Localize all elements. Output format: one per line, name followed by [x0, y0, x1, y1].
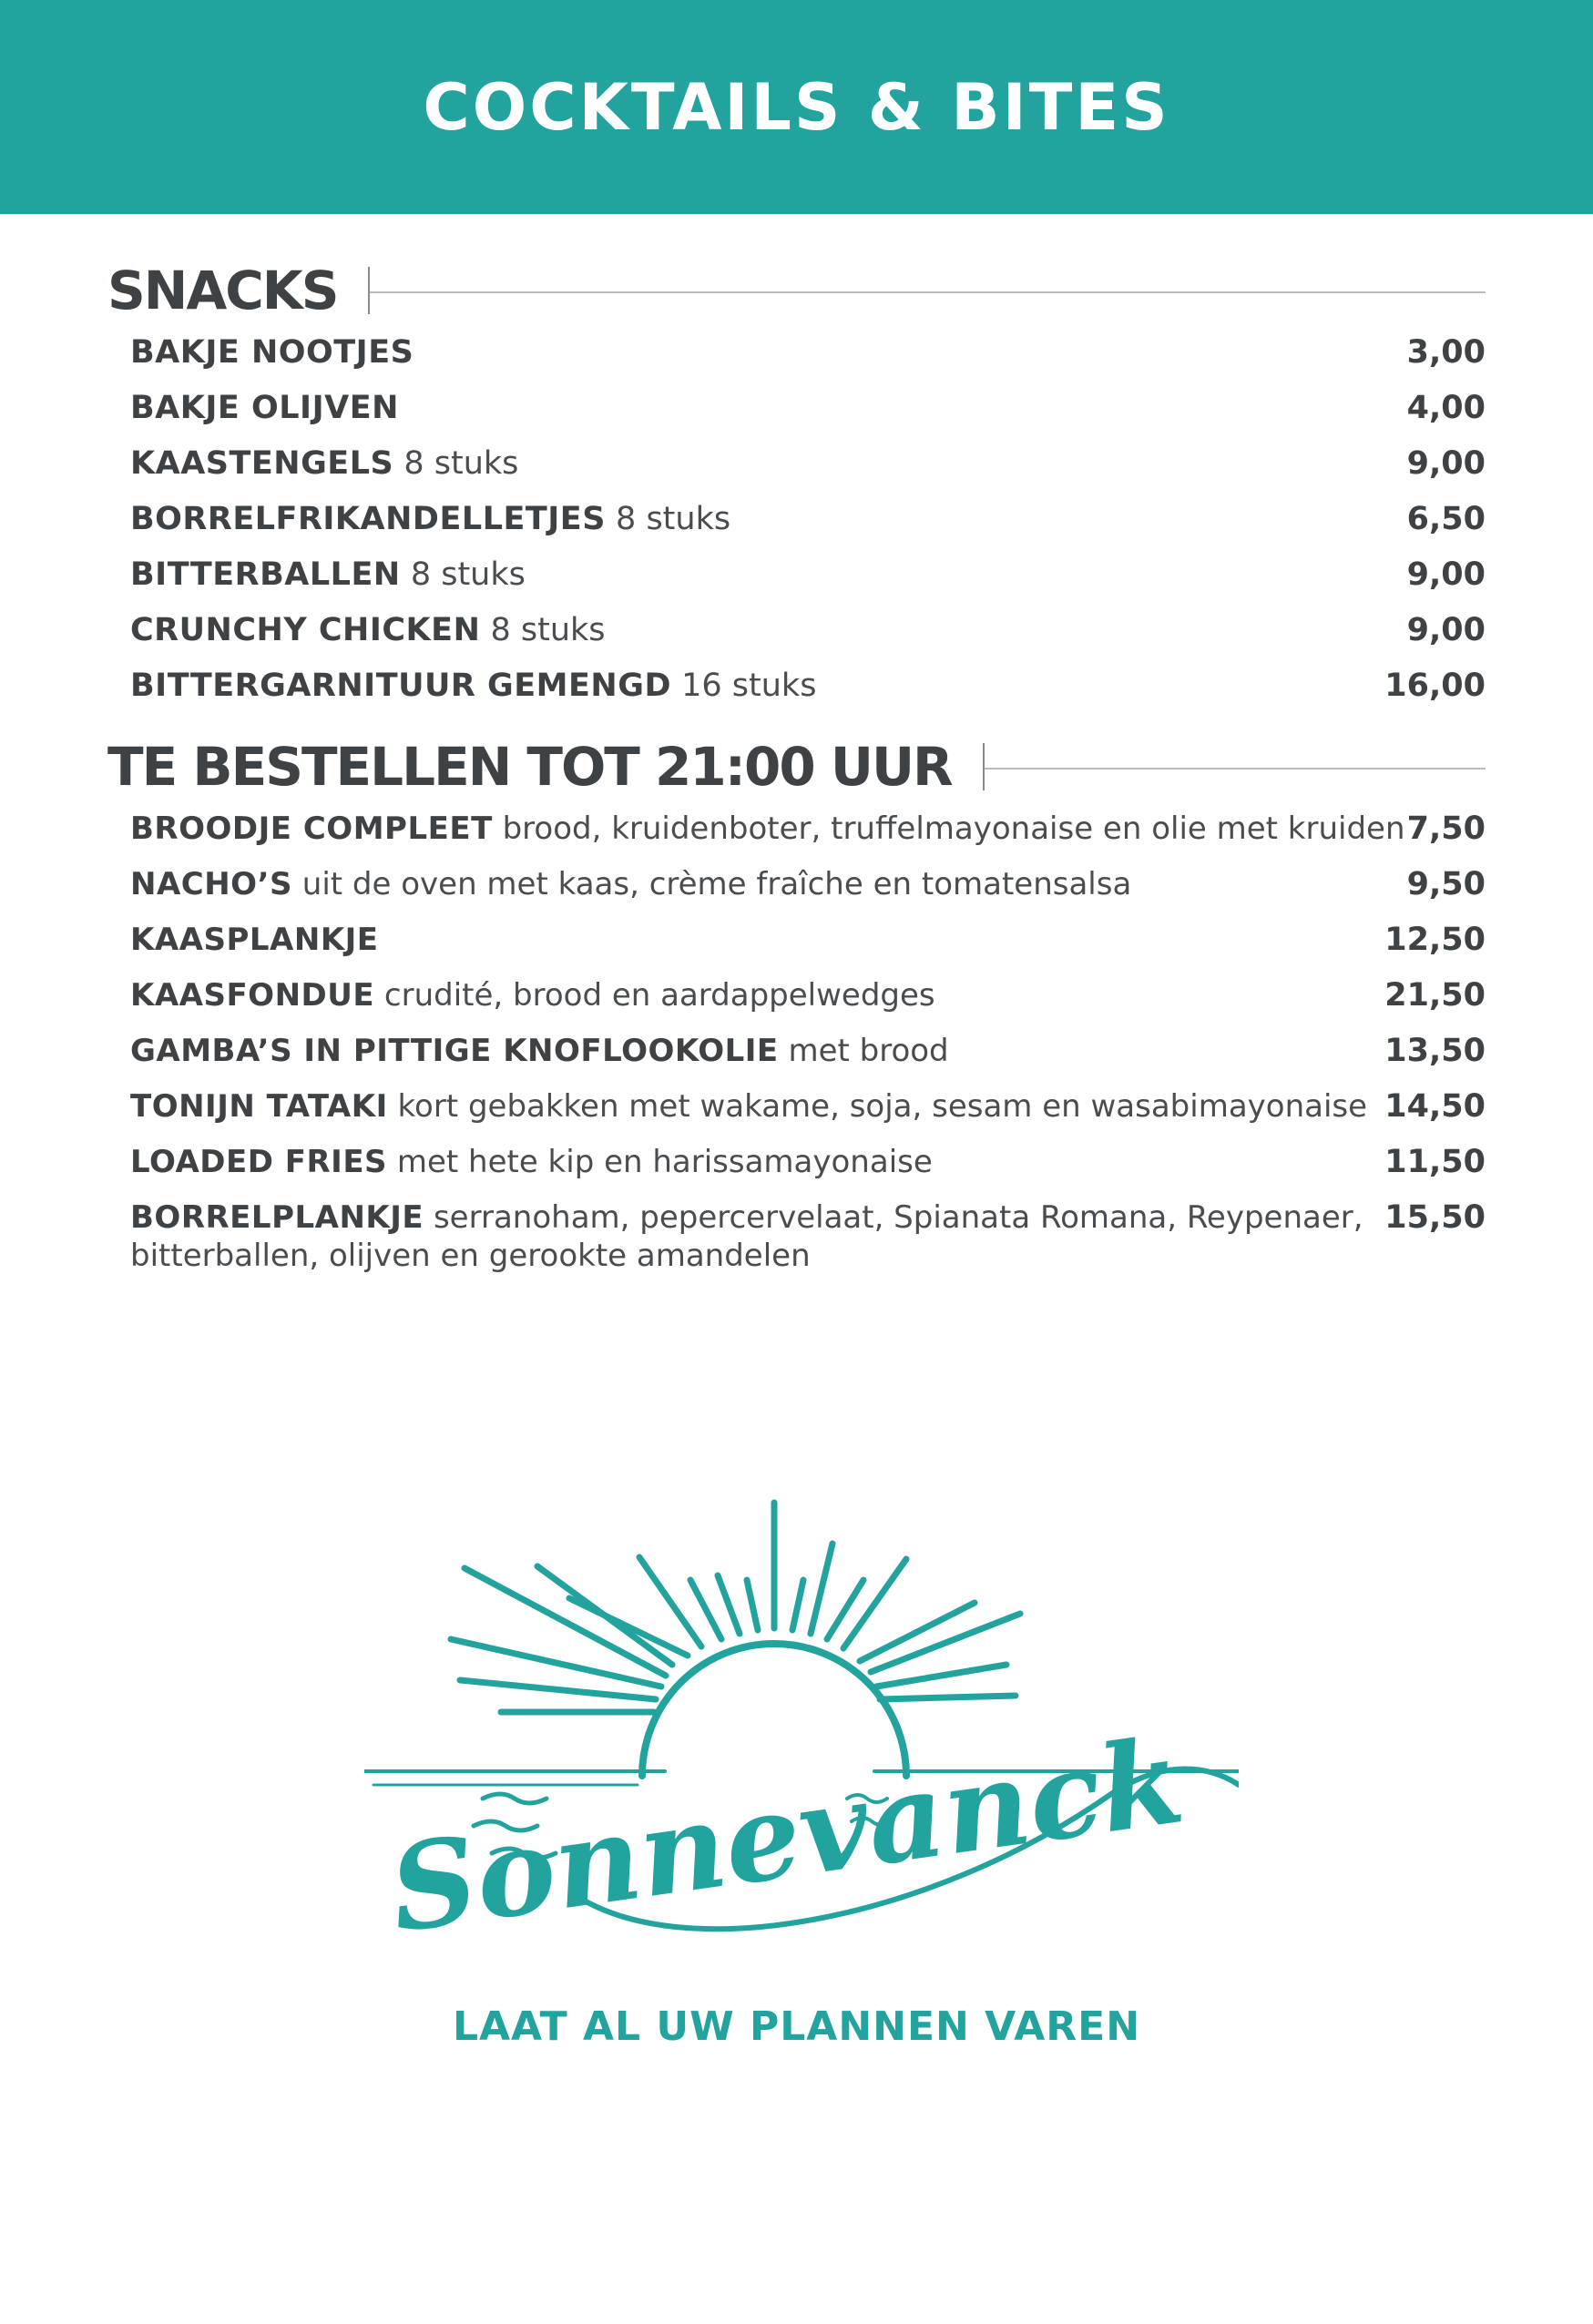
menu-item-description: brood, kruidenboter, truffelmayonaise en olie met kruiden [492, 810, 1405, 847]
section-divider-line [985, 768, 1486, 770]
menu-item-text [130, 1087, 1367, 1126]
menu-item [130, 1198, 1486, 1275]
menu-item-text [130, 1198, 1369, 1275]
menu-item-name: LOADED FRIES [130, 1144, 388, 1180]
menu-item-description: met brood [778, 1033, 949, 1069]
menu-item-name: BAKJE NOOTJES [130, 334, 414, 371]
menu-item-text [130, 389, 399, 427]
menu-item-description: 16 stuks [671, 668, 817, 704]
menu-item-description: serranoham, pepercervelaat, Spianata Romana, Reypenaer, bitterballen, olijven en gerookte amandelen [130, 1199, 1363, 1274]
menu-item-price: 4,00 [1406, 390, 1486, 426]
menu-item-text [130, 976, 935, 1014]
menu-item-name: BITTERBALLEN [130, 556, 401, 593]
menu-item [130, 444, 1486, 500]
menu-item [130, 500, 1486, 556]
menu-item-text [130, 500, 730, 538]
menu-item-description: kort gebakken met wakame, soja, sesam en wasabimayonaise [387, 1088, 1368, 1125]
menu-item-name: KAASPLANKJE [130, 922, 379, 958]
menu-item-price: 9,50 [1406, 866, 1486, 902]
menu-item-description: 8 stuks [400, 556, 526, 593]
menu-item-name: CRUNCHY CHICKEN [130, 612, 481, 648]
menu-item-text [130, 1143, 933, 1181]
menu-item [130, 1032, 1486, 1087]
section-title-snacks: SNACKS [107, 260, 338, 321]
menu-item-name: NACHO’S [130, 866, 292, 902]
menu-item [130, 921, 1486, 976]
bestellen-list [130, 810, 1486, 1275]
menu-item-price: 11,50 [1384, 1144, 1486, 1180]
menu-item [130, 810, 1486, 865]
menu-item-description: 8 stuks [605, 501, 731, 537]
menu-item-description: met hete kip en harissamayonaise [387, 1144, 933, 1180]
tagline: LAAT AL UW PLANNEN VAREN [452, 2003, 1141, 2050]
menu-item [130, 865, 1486, 921]
menu-item-text [130, 921, 379, 959]
menu-item-text [130, 611, 606, 649]
menu-item-price: 15,50 [1384, 1199, 1486, 1236]
menu-item-price: 9,00 [1406, 445, 1486, 482]
menu-item-price: 9,00 [1406, 612, 1486, 648]
menu-item [130, 1143, 1486, 1198]
menu-item-price: 3,00 [1406, 334, 1486, 371]
menu-item-text [130, 444, 518, 483]
page-title: COCKTAILS & BITES [423, 69, 1170, 145]
menu-item-description: uit de oven met kaas, crème fraîche en tomatensalsa [291, 866, 1132, 902]
menu-item-name: TONIJN TATAKI [130, 1088, 388, 1125]
menu-item-text [130, 810, 1405, 848]
menu-item [130, 976, 1486, 1032]
menu-item-price: 14,50 [1384, 1088, 1486, 1125]
menu-item-text [130, 865, 1131, 903]
menu-item-price: 16,00 [1384, 668, 1486, 704]
menu-item-name: KAASFONDUE [130, 977, 375, 1014]
menu-item-text [130, 556, 526, 594]
menu-item-description: crudité, brood en aardappelwedges [374, 977, 935, 1014]
menu-item-description: 8 stuks [480, 612, 606, 648]
menu-item-name: BORRELFRIKANDELLETJES [130, 501, 606, 537]
sonnevanck-logo [364, 1493, 1239, 1967]
menu-item-price: 21,50 [1384, 977, 1486, 1014]
menu-item-text [130, 667, 816, 705]
menu-item [130, 333, 1486, 389]
section-header-bestellen [107, 735, 1486, 799]
menu-item-price: 13,50 [1384, 1033, 1486, 1069]
menu-item-price: 6,50 [1406, 501, 1486, 537]
logo-wordmark: Sonnevanck [382, 1710, 1191, 1960]
section-header-snacks [107, 259, 1486, 322]
menu-item-text [130, 1032, 949, 1070]
menu-item-name: KAASTENGELS [130, 445, 394, 482]
section-divider-line [370, 291, 1486, 293]
menu-item-price: 7,50 [1406, 810, 1486, 847]
menu-item [130, 611, 1486, 667]
menu-item-price: 9,00 [1406, 556, 1486, 593]
section-divider-bar [368, 267, 370, 314]
snacks-list [130, 333, 1486, 722]
menu-item-name: BITTERGARNITUUR GEMENGD [130, 668, 671, 704]
menu-item-price: 12,50 [1384, 922, 1486, 958]
menu-item [130, 389, 1486, 444]
menu-item-name: BORRELPLANKJE [130, 1199, 424, 1236]
menu-item [130, 556, 1486, 611]
menu-item-name: BROODJE COMPLEET [130, 810, 493, 847]
section-title-bestellen: TE BESTELLEN TOT 21:00 UUR [107, 736, 952, 798]
menu-item [130, 1087, 1486, 1143]
menu-item-name: GAMBA’S IN PITTIGE KNOFLOOKOLIE [130, 1033, 779, 1069]
section-divider-bar [983, 743, 985, 790]
menu-item-name: BAKJE OLIJVEN [130, 390, 399, 426]
menu-item-description: 8 stuks [393, 445, 519, 482]
menu-item-text [130, 333, 414, 372]
page-header [0, 0, 1593, 214]
menu-item [130, 667, 1486, 722]
